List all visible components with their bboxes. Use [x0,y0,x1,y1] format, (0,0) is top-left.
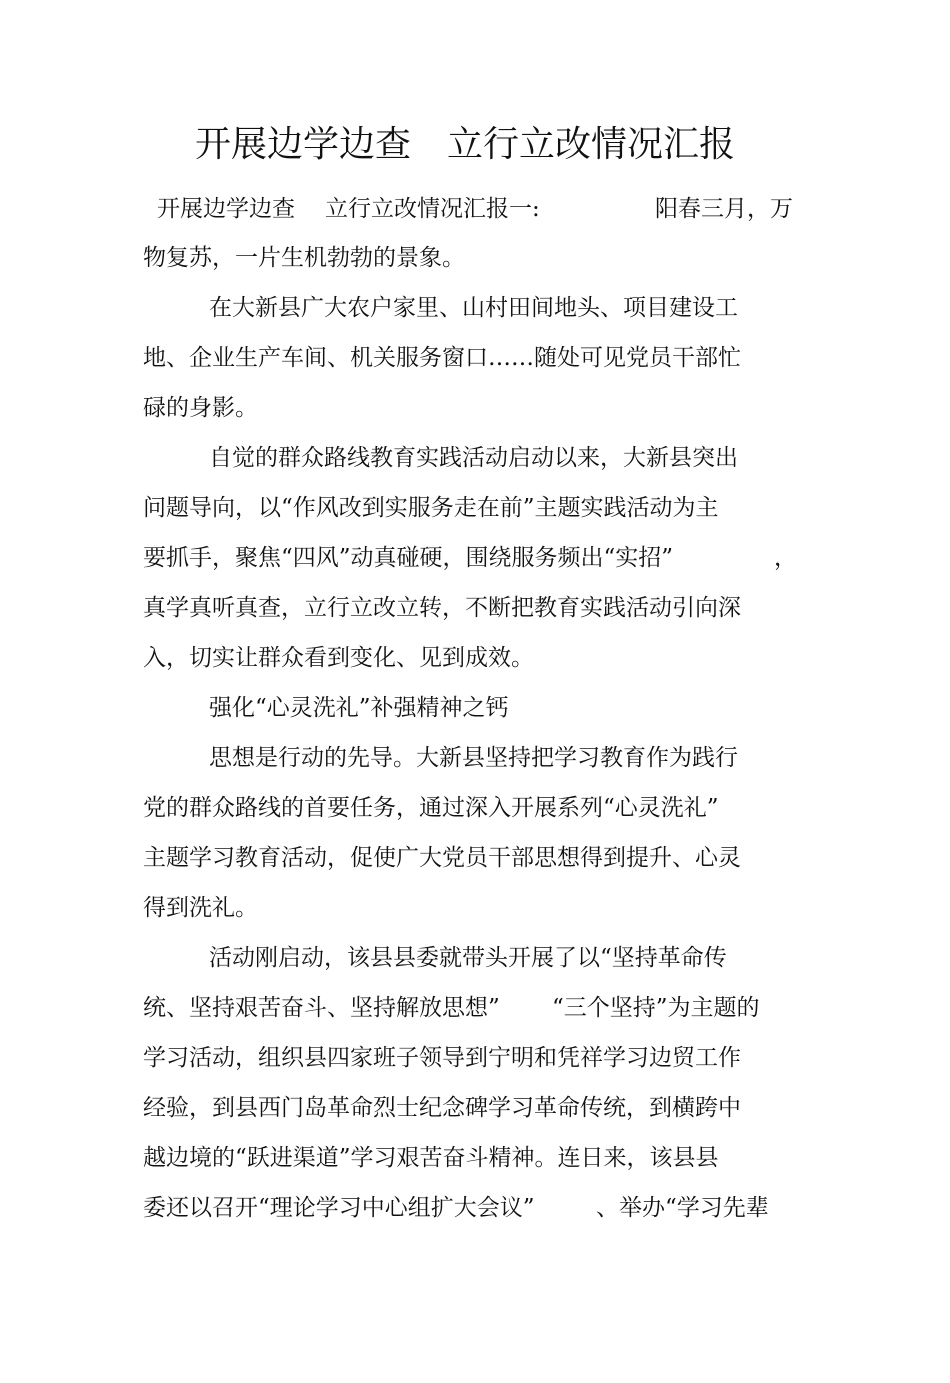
text-segment: 在大新县广大农户家里、山村田间地头、项目建设工 [209,295,738,321]
section-heading [0,683,950,733]
paragraph-line [0,433,950,483]
text-segment: 经验，到县西门岛革命烈士纪念碑学习革命传统，到横跨中 [143,1095,741,1121]
paragraph-line [0,1033,950,1083]
text-segment: 问题导向，以“作风改到实服务走在前”主题实践活动为主 [143,495,719,521]
paragraph-line [0,1183,950,1233]
document-title: 开展边学边查 立行立改情况汇报 [194,124,735,165]
text-segment: 活动刚启动，该县县委就带头开展了以“坚持革命传 [209,945,727,971]
paragraph-line [0,383,950,433]
text-segment: 立行立改情况汇报一: [325,196,540,222]
paragraph-line [0,633,950,683]
paragraph-line [0,483,950,533]
text-segment: 强化“心灵洗礼”补强精神之钙 [209,695,509,721]
paragraph-line [0,583,950,633]
paragraph-line [0,883,950,933]
text-segment: 学习活动，组织县四家班子领导到宁明和凭祥学习边贸工作 [143,1045,741,1071]
text-segment: 主题学习教育活动，促使广大党员干部思想得到提升、心灵 [143,845,741,871]
text-segment: 地、企业生产车间、机关服务窗口……随处可见党员干部忙 [143,345,741,371]
paragraph-line [0,833,950,883]
text-segment: 统、坚持艰苦奋斗、坚持解放思想” [143,995,500,1021]
paragraph-line [0,733,950,783]
paragraph-line [0,283,950,333]
text-segment: 思想是行动的先导。大新县坚持把学习教育作为践行 [209,745,738,771]
paragraph-line [0,233,950,283]
text-segment: 自觉的群众路线教育实践活动启动以来，大新县突出 [209,445,738,471]
paragraph-line [0,1133,950,1183]
paragraph-line [0,333,950,383]
text-segment: 党的群众路线的首要任务，通过深入开展系列“心灵洗礼” [143,795,719,821]
text-segment: 入，切实让群众看到变化、见到成效。 [143,645,534,671]
text-segment: 开展边学边查 [157,196,295,222]
paragraph-line [0,184,950,234]
paragraph-line [0,783,950,833]
text-segment: 要抓手，聚焦“四风”动真碰硬，围绕服务频出“实招” [143,545,674,571]
paragraph-line [0,533,950,583]
paragraph-line [0,1083,950,1133]
paragraph-line [0,933,950,983]
text-segment: 碌的身影。 [143,395,258,421]
text-segment: 得到洗礼。 [143,895,258,921]
text-segment: “三个坚持”为主题的 [552,995,760,1021]
text-segment: 、举办“学习先辈 [596,1195,769,1221]
text-segment: 阳春三月，万 [655,196,793,222]
text-segment: ， [774,545,797,571]
text-segment: 物复苏，一片生机勃勃的景象。 [143,245,465,271]
text-segment: 越边境的“跃进渠道”学习艰苦奋斗精神。连日来，该县县 [143,1145,719,1171]
text-segment: 委还以召开“理论学习中心组扩大会议” [143,1195,535,1221]
text-segment: 真学真听真查，立行立改立转，不断把教育实践活动引向深 [143,595,741,621]
paragraph-line [0,983,950,1033]
